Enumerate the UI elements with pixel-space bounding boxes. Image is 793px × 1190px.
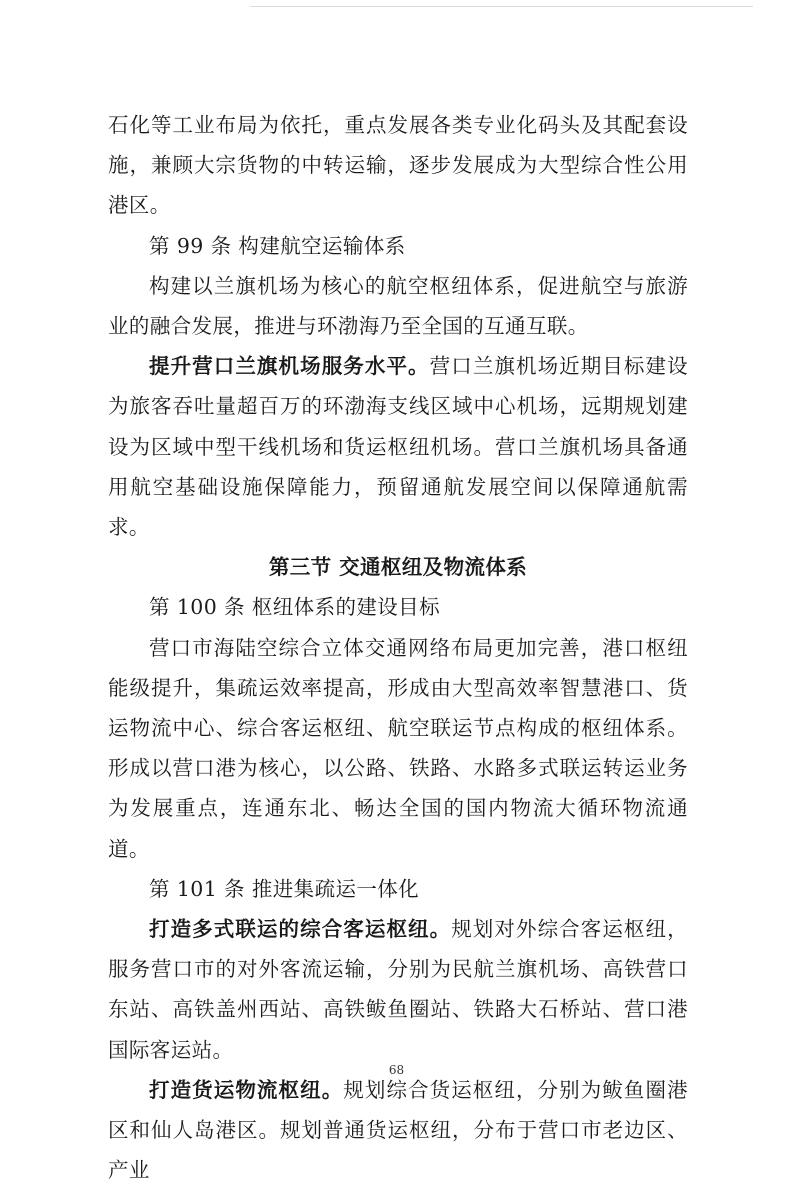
paragraph-airport-service bbox=[108, 346, 688, 547]
paragraph-text: 营口兰旗机场近期目标建设为旅客吞吐量超百万的环渤海支线区域中心机场，远期规划建设为区域中型干线机场和货运枢纽机场。营口兰旗机场具备通用航空基础设施保障能力，预留通航发展空间以保障通航需求。 bbox=[108, 354, 688, 540]
lead-phrase: 打造货运物流枢纽。 bbox=[149, 1077, 344, 1102]
paragraph-continuation: 石化等工业布局为依托，重点发展各类专业化码头及其配套设施，兼顾大宗货物的中转运输，逐步发展成为大型综合性公用港区。 bbox=[108, 113, 688, 218]
page-number: 68 bbox=[388, 1063, 405, 1077]
lead-phrase: 打造多式联运的综合客运枢纽。 bbox=[149, 917, 452, 942]
lead-phrase: 提升营口兰旗机场服务水平。 bbox=[149, 354, 430, 379]
article-heading-101: 第 101 条 推进集疏运一体化 bbox=[149, 876, 420, 901]
article-heading-99: 第 99 条 构建航空运输体系 bbox=[149, 233, 406, 258]
section-heading: 第三节 交通枢纽及物流体系 bbox=[268, 555, 528, 580]
paragraph-freight-hub bbox=[108, 1070, 688, 1190]
paragraph-aviation-hub: 构建以兰旗机场为核心的航空枢纽体系，促进航空与旅游业的融合发展，推进与环渤海乃至全国的互通互联。 bbox=[108, 273, 688, 339]
paragraph-text: 规划对外综合客运枢纽，服务营口市的对外客流运输，分别为民航兰旗机场、高铁营口东站、高铁盖州西站、高铁鲅鱼圈站、铁路大石桥站、营口港国际客运站。 bbox=[108, 917, 688, 1062]
page-body bbox=[108, 105, 688, 1190]
article-heading-100: 第 100 条 枢纽体系的建设目标 bbox=[149, 595, 440, 620]
paragraph-text: 规划综合货运枢纽，分别为鲅鱼圈港区和仙人岛港区。规划普通货运枢纽，分布于营口市老边区、产业 bbox=[108, 1077, 688, 1183]
scan-edge-line bbox=[250, 6, 753, 7]
paragraph-hub-goals: 营口市海陆空综合立体交通网络布局更加完善，港口枢纽能级提升，集疏运效率提高，形成由大型高效率智慧港口、货运物流中心、综合客运枢纽、航空联运节点构成的枢纽体系。形成以营口港为核心，以公路、铁路、水路多式联运转运业务为发展重点，连通东北、畅达全国的国内物流大循环物流通道。 bbox=[108, 635, 688, 861]
paragraph-passenger-hub bbox=[108, 909, 688, 1070]
